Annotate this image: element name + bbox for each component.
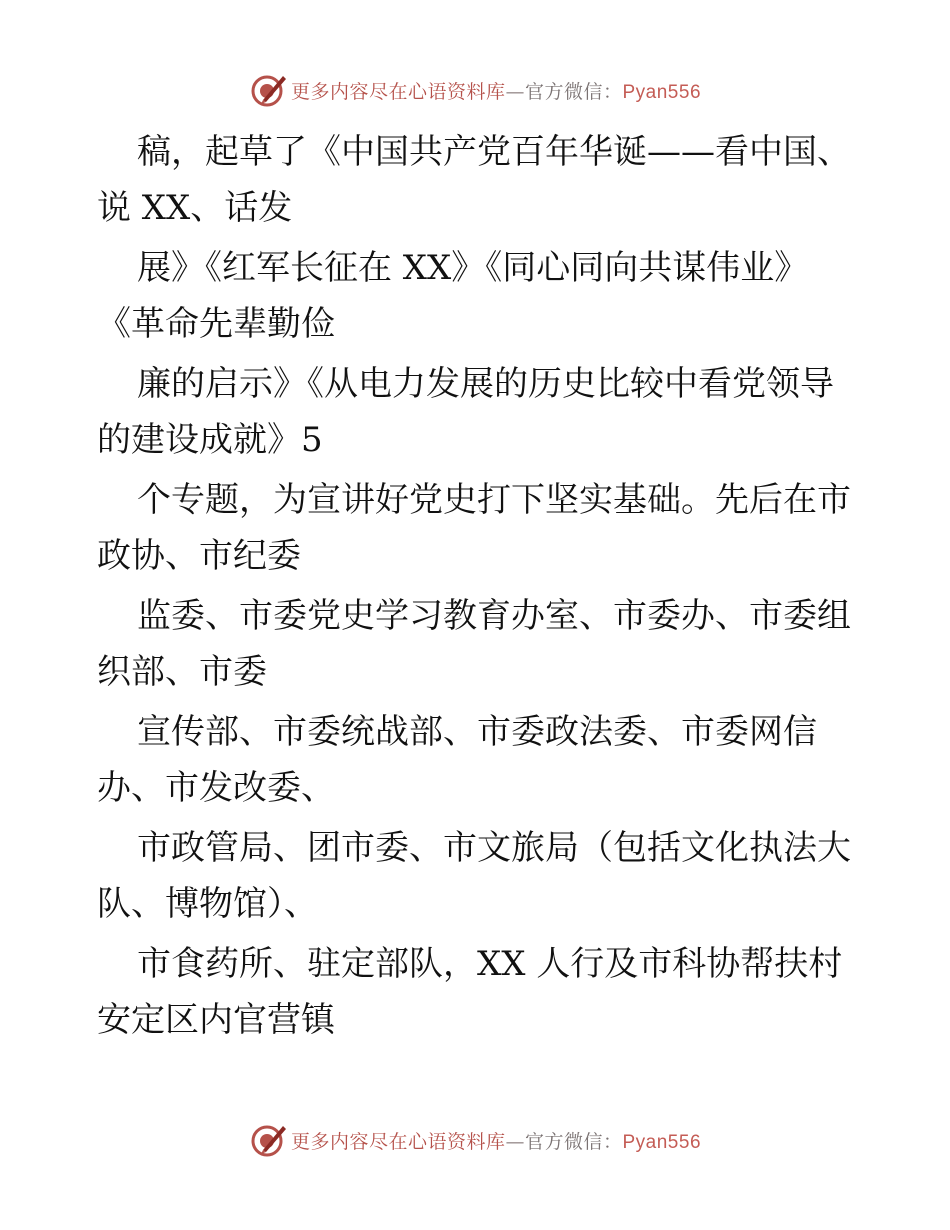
body-line: 展》《红军长征在 XX》《同心同向共谋伟业》: [137, 248, 809, 288]
watermark-wechat-id: Pyan556: [622, 1131, 702, 1153]
watermark-wechat-label: 官方微信：: [524, 80, 623, 103]
body-line: 个专题，为宣讲好党史打下坚实基础。先后在市: [137, 480, 851, 520]
pen-seal-logo-icon: [249, 70, 289, 110]
pen-seal-logo-icon: [249, 1120, 289, 1160]
body-line: 办、市发改委、: [97, 768, 335, 808]
body-line: 队、博物馆）、: [97, 884, 318, 924]
body-line: 的建设成就》5: [97, 420, 323, 460]
header-watermark: [0, 68, 950, 112]
body-line: 廉的启示》《从电力发展的历史比较中看党领导: [137, 364, 834, 404]
body-line: 市食药所、驻定部队，XX 人行及市科协帮扶村: [137, 944, 843, 984]
body-line: 稿，起草了《中国共产党百年华诞——看中国、: [137, 132, 851, 172]
watermark-dash: —: [505, 1130, 525, 1153]
body-line: 织部、市委: [97, 652, 267, 692]
watermark-wechat-id: Pyan556: [622, 81, 702, 103]
watermark-wechat-label: 官方微信：: [524, 1130, 623, 1153]
watermark-site-text: 更多内容尽在心语资料库: [290, 80, 506, 103]
body-line: 市政管局、团市委、市文旅局（包括文化执法大: [137, 828, 851, 868]
body-line: 安定区内官营镇: [97, 1000, 335, 1040]
body-line: 政协、市纪委: [97, 536, 301, 576]
body-line: 说 XX、话发: [97, 188, 293, 228]
watermark-site-text: 更多内容尽在心语资料库: [290, 1130, 506, 1153]
footer-watermark: [0, 1118, 950, 1162]
watermark-dash: —: [505, 80, 525, 103]
body-line: 《革命先辈勤俭: [97, 304, 335, 344]
body-line: 宣传部、市委统战部、市委政法委、市委网信: [137, 712, 817, 752]
body-line: 监委、市委党史学习教育办室、市委办、市委组: [137, 596, 851, 636]
